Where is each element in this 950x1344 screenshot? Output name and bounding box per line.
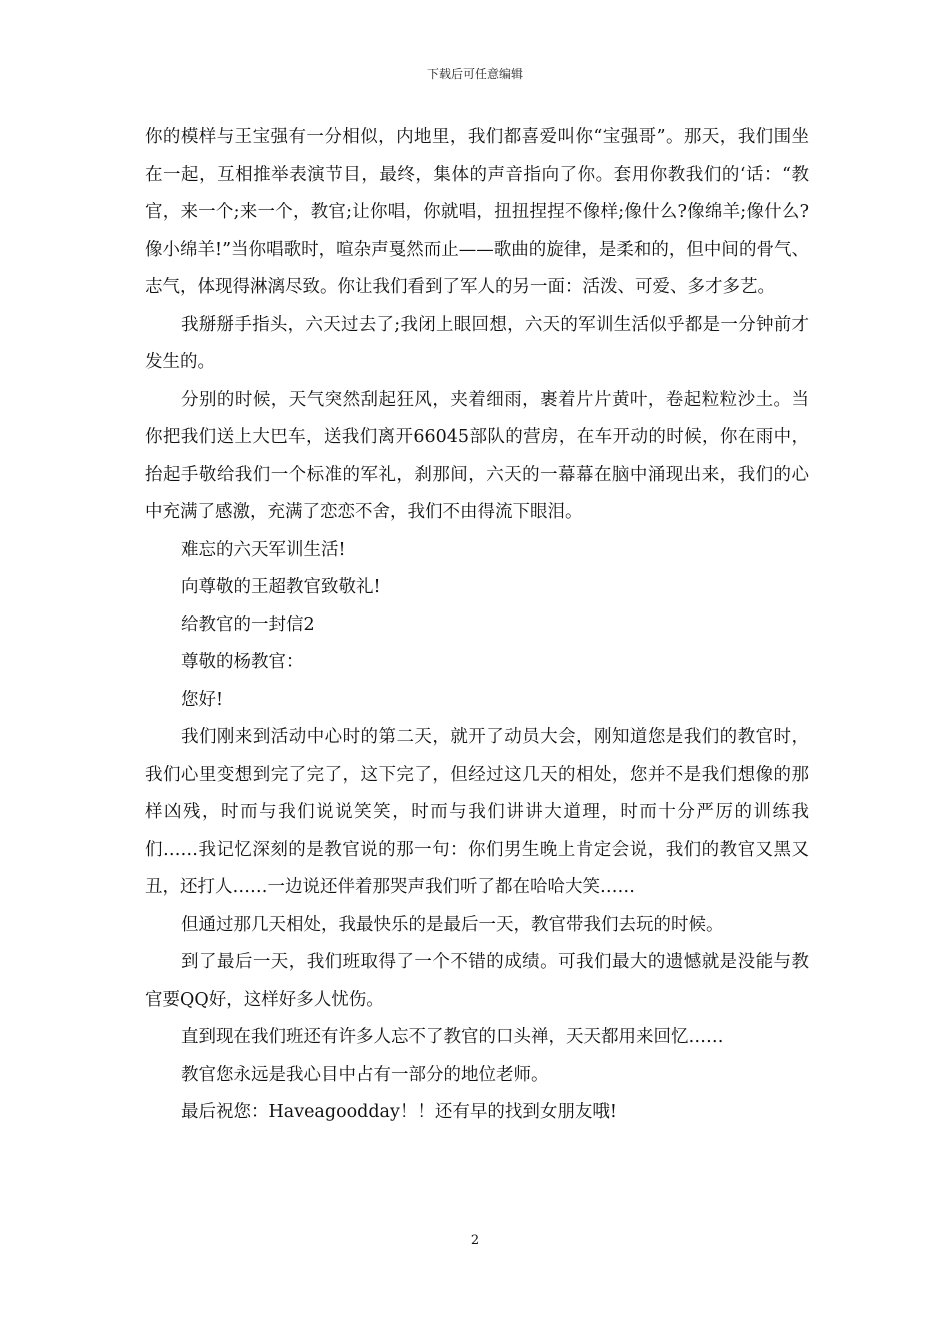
paragraph: 向尊敬的王超教官致敬礼!	[181, 577, 381, 597]
paragraph: 难忘的六天军训生活!	[181, 539, 346, 560]
paragraph: 你的模样与王宝强有一分相似，内地里，我们都喜爱叫你“宝强哥”。那天，我们围坐在一起，互相推举表演节目，最终，集体的声音指向了你。套用你教我们的‘话：“教官，来一个;来一个，教官;让你唱，你就唱，扭扭捏捏不像样;像什么?像绵羊;像什么?像小绵羊!”当你唱歌时，喧杂声戛然而止——歌曲的旋律，是柔和的，但中间的骨气、志气，体现得淋漓尽致。你让我们看到了军人的另一面：活泼、可爱、多才多艺。	[145, 127, 809, 297]
paragraph: 到了最后一天，我们班取得了一个不错的成绩。可我们最大的遗憾就是没能与教官要QQ好，这样好多人忧伤。	[145, 952, 809, 1010]
greeting: 您好!	[181, 689, 224, 710]
paragraph: 分别的时候，天气突然刮起狂风，夹着细雨，裹着片片黄叶，卷起粒粒沙土。当你把我们送上大巴车，送我们离开66045部队的营房，在车开动的时候，你在雨中，抬起手敬给我们一个标准的军礼，刹那间，六天的一幕幕在脑中涌现出来，我们的心中充满了感激，充满了恋恋不舍，我们不由得流下眼泪。	[145, 389, 809, 522]
paragraph: 我掰掰手指头，六天过去了;我闭上眼回想，六天的军训生活似乎都是一分钟前才发生的。	[145, 314, 809, 372]
paragraph: 但通过那几天相处，我最快乐的是最后一天，教官带我们去玩的时候。	[181, 914, 724, 935]
paragraph: 直到现在我们班还有许多人忘不了教官的口头禅，天天都用来回忆……	[181, 1027, 724, 1047]
paragraph: 教官您永远是我心目中占有一部分的地位老师。	[181, 1064, 549, 1085]
salutation: 尊敬的杨教官：	[181, 652, 304, 672]
document-body	[145, 119, 809, 1132]
closing: 最后祝您：Haveagoodday！！还有早的找到女朋友哦!	[181, 1102, 617, 1122]
page-number: 2	[470, 1233, 480, 1248]
page-header: 下载后可任意编辑	[426, 67, 523, 81]
paragraph: 我们刚来到活动中心时的第二天，就开了动员大会，刚知道您是我们的教官时，我们心里变想到完了完了，这下完了，但经过这几天的相处，您并不是我们想像的那样凶残，时而与我们说说笑笑，时而与我们讲讲大道理，时而十分严厉的训练我们……我记忆深刻的是教官说的那一句：你们男生晚上肯定会说，我们的教官又黑又丑，还打人……一边说还伴着那哭声我们听了都在哈哈大笑……	[145, 727, 809, 897]
section-title: 给教官的一封信2	[181, 614, 315, 635]
